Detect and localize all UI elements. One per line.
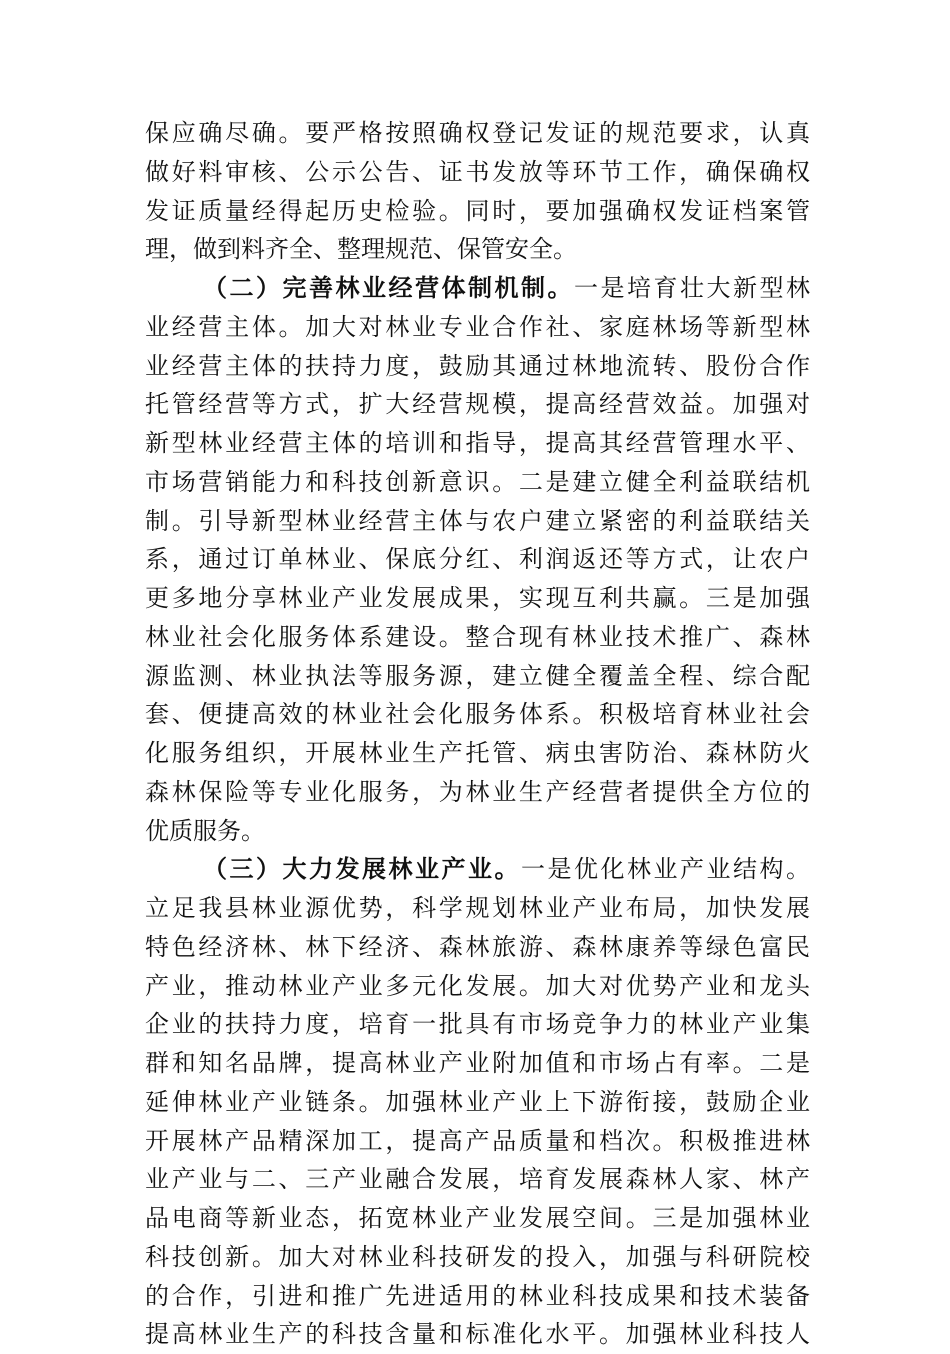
- text-line: [145, 812, 810, 851]
- line-text: 一是培育壮大新型林: [574, 274, 810, 302]
- text-line: [145, 153, 810, 192]
- line-text: 更多地分享林业产业发展成果，实现互利共赢。三是加强: [145, 584, 810, 612]
- line-text: 提高林业生产的科技含量和标准化水平。加强林业科技人: [145, 1320, 810, 1349]
- text-line: [145, 657, 810, 696]
- line-text: 群和知名品牌，提高林业产业附加值和市场占有率。二是: [145, 1049, 810, 1077]
- text-line: [145, 192, 810, 231]
- text-line: [145, 463, 810, 502]
- line-text: 一是优化林业产业结构。: [521, 855, 810, 884]
- section-heading: （二）完善林业经营体制机制。: [203, 273, 574, 302]
- text-line: [145, 308, 810, 347]
- line-text: 托管经营等方式，扩大经营规模，提高经营效益。加强对: [145, 390, 810, 419]
- text-line: [145, 1160, 810, 1199]
- document-body: [145, 114, 810, 1354]
- line-text: 业产业与二、三产业融合发展，培育发展森林人家、林产: [145, 1165, 810, 1194]
- line-text: 森林保险等专业化服务，为林业生产经营者提供全方位的: [145, 777, 810, 806]
- text-line: [145, 695, 810, 734]
- line-text: 产业，推动林业产业多元化发展。加大对优势产业和龙头: [145, 971, 810, 1000]
- line-text: 的合作，引进和推广先进适用的林业科技成果和技术装备: [145, 1281, 810, 1310]
- line-text: 科技创新。加大对林业科技研发的投入，加强与科研院校: [145, 1242, 810, 1271]
- line-text: 套、便捷高效的林业社会化服务体系。积极培育林业社会: [145, 700, 810, 729]
- line-text: 企业的扶持力度，培育一批具有市场竞争力的林业产业集: [145, 1010, 810, 1039]
- line-text: 化服务组织，开展林业生产托管、病虫害防治、森林防火: [145, 739, 810, 767]
- text-line: [145, 540, 810, 579]
- line-text: 制。引导新型林业经营主体与农户建立紧密的利益联结关: [145, 506, 810, 535]
- text-line: [145, 1315, 810, 1354]
- line-text: 源监测、林业执法等服务源，建立健全覆盖全程、综合配: [145, 661, 810, 690]
- text-line: [145, 1277, 810, 1316]
- text-line: [145, 424, 810, 463]
- text-line: [145, 889, 810, 928]
- text-line: [145, 502, 810, 541]
- text-line: [145, 618, 810, 657]
- text-line: [145, 1083, 810, 1122]
- line-text: 发证质量经得起历史检验。同时，要加强确权发证档案管: [145, 196, 810, 225]
- line-text: 新型林业经营主体的培训和指导，提高其经营管理水平、: [145, 429, 810, 457]
- text-line: [145, 230, 810, 269]
- line-text: 业经营主体的扶持力度，鼓励其通过林地流转、股份合作: [145, 351, 810, 380]
- line-text: 开展林产品精深加工，提高产品质量和档次。积极推进林: [145, 1126, 810, 1155]
- line-text: 品电商等新业态，拓宽林业产业发展空间。三是加强林业: [145, 1204, 810, 1232]
- line-text: 林业社会化服务体系建设。整合现有林业技术推广、森林: [145, 622, 810, 651]
- text-line: [145, 928, 810, 967]
- line-text: 保应确尽确。要严格按照确权登记发证的规范要求，认真: [145, 119, 810, 147]
- line-text: 业经营主体。加大对林业专业合作社、家庭林场等新型林: [145, 312, 810, 341]
- text-line: [145, 1238, 810, 1277]
- line-text: 优质服务。: [145, 816, 265, 845]
- line-text: 市场营销能力和科技创新意识。二是建立健全利益联结机: [145, 467, 810, 496]
- line-text: 延伸林业产业链条。加强林业产业上下游衔接，鼓励企业: [145, 1087, 810, 1116]
- text-line: [145, 385, 810, 424]
- text-line: [145, 269, 810, 308]
- text-line: [145, 1122, 810, 1161]
- text-line: [145, 773, 810, 812]
- line-text: 系，通过订单林业、保底分红、利润返还等方式，让农户: [145, 545, 810, 574]
- text-line: [145, 850, 810, 889]
- text-line: [145, 1199, 810, 1238]
- text-line: [145, 579, 810, 618]
- line-text: 做好料审核、公示公告、证书发放等环节工作，确保确权: [145, 157, 810, 186]
- line-text: 特色经济林、林下经济、森林旅游、森林康养等绿色富民: [145, 932, 810, 961]
- text-line: [145, 1044, 810, 1083]
- text-line: [145, 1005, 810, 1044]
- text-line: [145, 347, 810, 386]
- line-text: 立足我县林业源优势，科学规划林业产业布局，加快发展: [145, 894, 810, 922]
- section-heading: （三）大力发展林业产业。: [203, 854, 521, 884]
- line-text: 理，做到料齐全、整理规范、保管安全。: [145, 235, 577, 264]
- text-line: [145, 967, 810, 1006]
- text-line: [145, 114, 810, 153]
- text-line: [145, 734, 810, 773]
